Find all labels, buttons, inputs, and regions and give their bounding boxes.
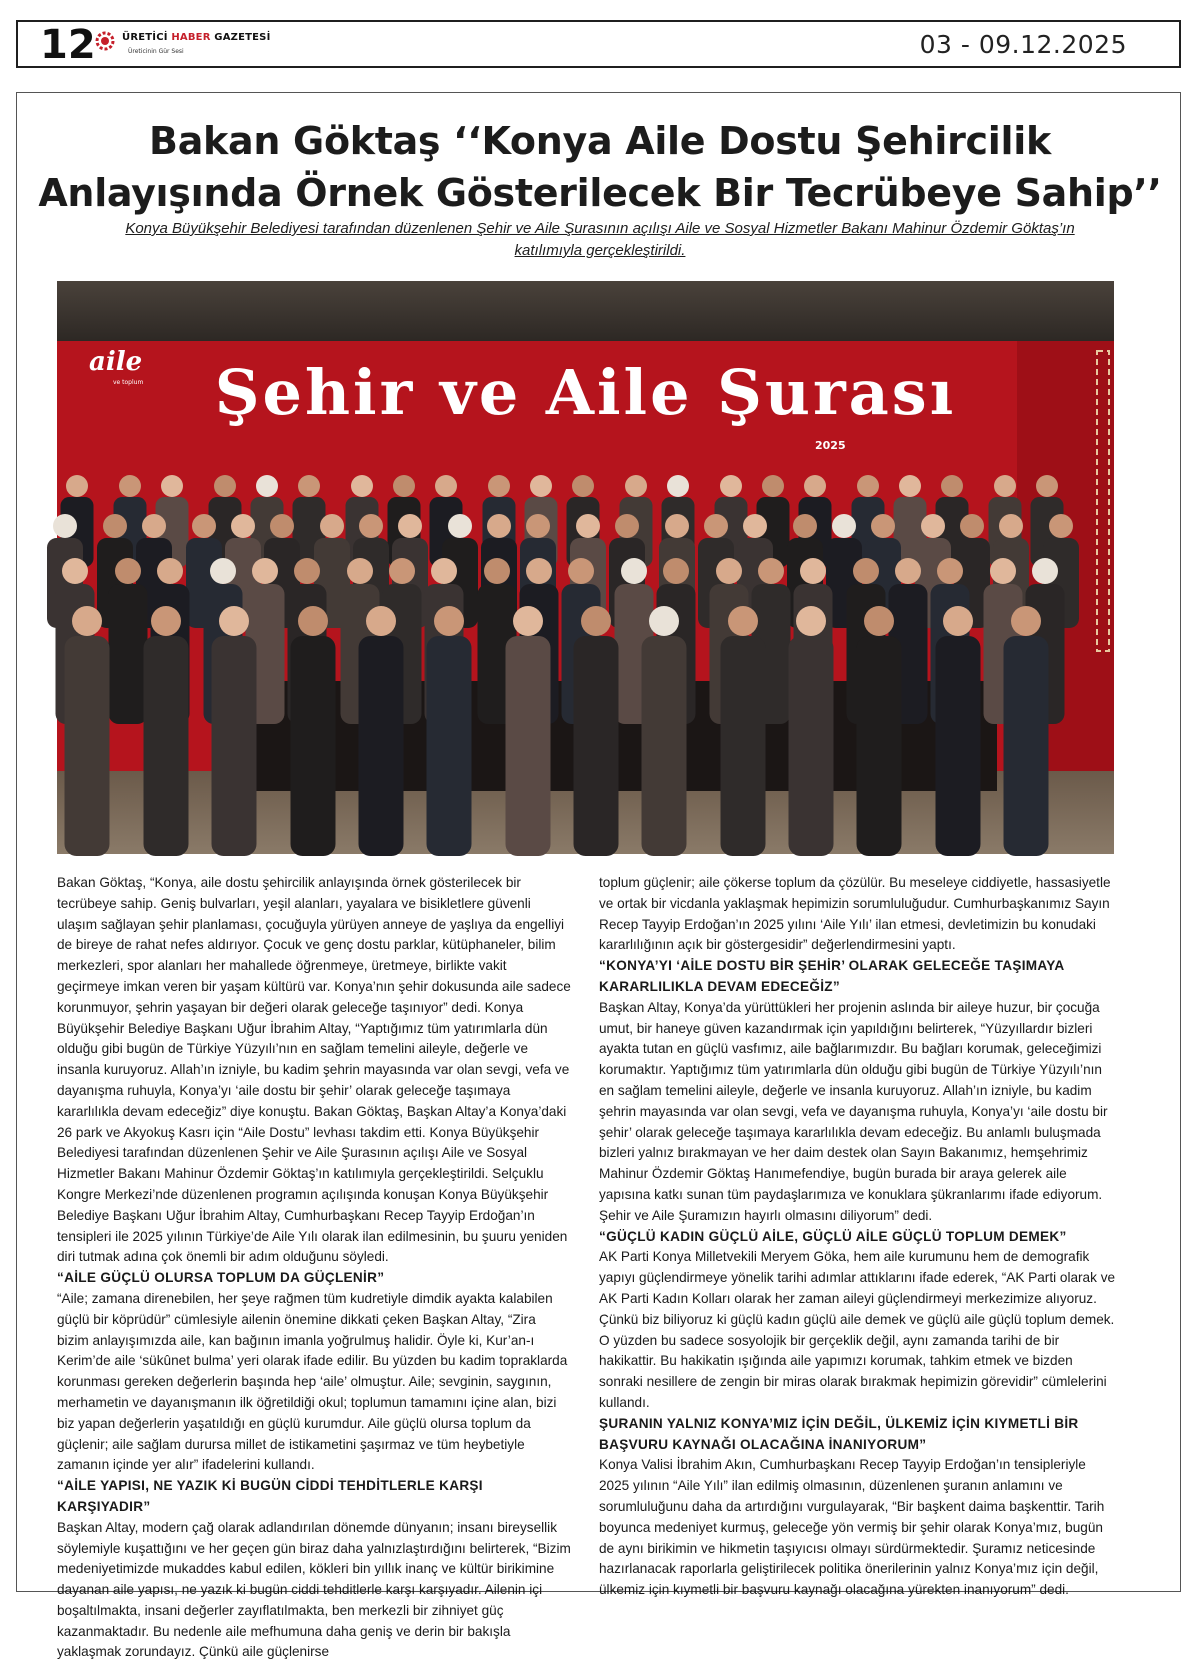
person-head (857, 475, 879, 497)
person-body (144, 636, 189, 856)
person-body (291, 636, 336, 856)
brand-name-part2: HABER (171, 32, 211, 43)
person-head (393, 475, 415, 497)
person-head (513, 606, 543, 636)
page-header (16, 20, 1181, 68)
person-body (109, 584, 148, 724)
gear-icon (94, 30, 116, 52)
person-body (721, 636, 766, 856)
person-head (990, 558, 1016, 584)
person-head (621, 558, 647, 584)
person-head (720, 475, 742, 497)
person-head (157, 558, 183, 584)
article-headline (30, 115, 1170, 219)
article-subheading: “AİLE GÜÇLÜ OLURSA TOPLUM DA GÜÇLENİR” (57, 1270, 385, 1286)
person-head (448, 514, 472, 538)
person-head (704, 514, 728, 538)
headline-line-1: Bakan Göktaş ‘‘Konya Aile Dostu Şehircilik (149, 119, 1051, 163)
person-head (398, 514, 422, 538)
article-paragraph: Başkan Altay, modern çağ olarak adlandırılan dönemde dünyanın; insanı bireysellik söylemiyle kuşattığını ve her geçen gün biraz daha yalnızlaştırdığını belirterek, “Bizim medeniyetimizde mukaddes kabul edilen, kökleri bin yıllık inanç ve kültür birikimine dayanan aile yapısı, ne yazık ki bugün ciddi tehditlerle karşı karşıyadır. Ailenin içi boşaltılmakta, insani değerler zayıflatılmakta, ben merkezli bir zihniyet güç kazanmaktadır. Bu nedenle aile mefhumuna daha geniş ve derin bir bakışla yaklaşmak zorundayız. Çünkü aile güçlenirse (57, 1519, 571, 1660)
person-body (857, 636, 902, 856)
person-head (161, 475, 183, 497)
person-body (359, 636, 404, 856)
person-head (663, 558, 689, 584)
person-head (366, 606, 396, 636)
person-head (999, 514, 1023, 538)
person-body (1004, 636, 1049, 856)
person-body (642, 636, 687, 856)
person-head (214, 475, 236, 497)
person-body (506, 636, 551, 856)
person-head (270, 514, 294, 538)
person-head (832, 514, 856, 538)
person-head (151, 606, 181, 636)
article-subheading: “AİLE YAPISI, NE YAZIK Kİ BUGÜN CİDDİ TEHDİTLERLE KARŞI KARŞIYADIR” (57, 1478, 483, 1514)
person-head (484, 558, 510, 584)
article-subheading: ŞURANIN YALNIZ KONYA’MIZ İÇİN DEĞİL, ÜLKEMİZ İÇİN KIYMETLİ BİR BAŞVURU KAYNAĞI OLACAĞINA İNANIYORUM” (599, 1415, 1079, 1452)
banner-logo: aile (89, 347, 143, 377)
person-head (347, 558, 373, 584)
person-head (572, 475, 594, 497)
person-head (793, 514, 817, 538)
person-head (853, 558, 879, 584)
person-head (1032, 558, 1058, 584)
person-head (804, 475, 826, 497)
person-body (789, 636, 834, 856)
person-head (298, 475, 320, 497)
person-head (351, 475, 373, 497)
person-head (796, 606, 826, 636)
person-head (487, 514, 511, 538)
group-photo (57, 281, 1114, 854)
person-head (298, 606, 328, 636)
person-head (921, 514, 945, 538)
person-head (895, 558, 921, 584)
article-paragraph: Konya Valisi İbrahim Akın, Cumhurbaşkanı Recep Tayyip Erdoğan’ın tensipleriyle 2025 yılının “Aile Yılı” ilan edilmiş olmasının, düzenlenen şuranın anlamını ve sorumluluğunu daha da artırdığını vurgulayarak, “Bir başkent daima başkenttir. Tarih boyunca medeniyet kurmuş, geleceğe yön vermiş bir şehir olarak Konya’mız, bugün de aynı birikimin ve hikmetin taşıyıcısı olmayı sürdürmektedir. Şuramız neticesinde hazırlanacak raporlarla geliştirilecek politika önerilerinin yalnız Konya’mız için değil, ülkemiz için kıymetli bir başvuru kaynağı olacağına yürekten inanıyorum” dedi. (599, 1457, 1105, 1598)
person-head (1036, 475, 1058, 497)
article-column-right (599, 873, 1117, 1601)
person-head (66, 475, 88, 497)
person-head (256, 475, 278, 497)
person-head (103, 514, 127, 538)
person-head (625, 475, 647, 497)
person-head (667, 475, 689, 497)
person-head (526, 514, 550, 538)
article-subheading: “KONYA’YI ‘AİLE DOSTU BİR ŞEHİR’ OLARAK GELECEĞE TAŞIMAYA KARARLILIKLA DEVAM EDECEĞİZ” (599, 958, 1065, 994)
person-head (526, 558, 552, 584)
page-number: 12 (40, 22, 96, 68)
person-head (941, 475, 963, 497)
person-head (871, 514, 895, 538)
person-head (762, 475, 784, 497)
brand-slogan: Üreticinin Gür Sesi (128, 48, 184, 55)
person-head (649, 606, 679, 636)
person-head (62, 558, 88, 584)
person-head (435, 475, 457, 497)
person-head (434, 606, 464, 636)
person-head (389, 558, 415, 584)
person-head (231, 514, 255, 538)
person-head (800, 558, 826, 584)
person-head (252, 558, 278, 584)
person-head (294, 558, 320, 584)
person-head (568, 558, 594, 584)
headline-line-2: Anlayışında Örnek Gösterilecek Bir Tecrübeye Sahip’’ (38, 171, 1162, 215)
person-head (119, 475, 141, 497)
person-head (115, 558, 141, 584)
person-head (665, 514, 689, 538)
crowd-illustration (57, 281, 1114, 854)
person-head (359, 514, 383, 538)
newspaper-brand (122, 32, 271, 43)
person-head (431, 558, 457, 584)
person-body (212, 636, 257, 856)
person-head (210, 558, 236, 584)
person-head (615, 514, 639, 538)
person-head (530, 475, 552, 497)
person-head (320, 514, 344, 538)
article-paragraph: “Aile; zamana direnebilen, her şeye rağmen tüm kudretiyle dimdik ayakta kalabilen güçlü bir köprüdür” cümlesiyle ailenin önemine dikkati çeken Başkan Altay, “Zira bizim anlayışımızda aile, kan bağının imanla yoğrulmuş halidir. Öyle ki, Kur’an-ı Kerim’de aile ‘sükûnet bulma’ yeri olarak ifade edilir. Bu yüzden bu kadim topraklarda korunması gereken değerlerin başında hep ‘aile’ olmuştur. Aile; sevginin, saygının, merhametin ve dayanışmanın ilk öğretildiği okul; toplumun tamamını içine alan, bizi biz yapan değerlerin yaşatıldığı en güçlü kurumdur. Aile güçlü olursa toplum da güçlenir; aile sağlam durursa millet de istikametini şaşırmaz ve tüm heybetiyle zamanın içinde yer alır” ifadelerini kullandı. (57, 1290, 568, 1473)
article-subheading: “GÜÇLÜ KADIN GÜÇLÜ AİLE, GÜÇLÜ AİLE GÜÇLÜ TOPLUM DEMEK” (599, 1228, 1067, 1244)
person-body (427, 636, 472, 856)
person-body (936, 636, 981, 856)
article-column-left (57, 873, 571, 1663)
article-paragraph: Bakan Göktaş, “Konya, aile dostu şehircilik anlayışında örnek gösterilecek bir tecrübeye sahip. Geniş bulvarları, yeşil alanları, yayalara ve bisikletlere güvenli ulaşım sağlayan şehir planlaması, çocuğuyla yürüyen anneye de yaşlıya da engelliyi de bireye de rahat nefes aldırıyor. Çocuk ve genç dostu parklar, kütüphaneler, bilim merkezleri, spor alanları her mahallede öğrenmeye, üretmeye, birlikte vakit geçirmeye imkan veren bir yaşam kültürü var. Konya’nın şehir dokusunda aile sadece korunmuyor, şehrin yaşayan bir değeri olarak geleceğe taşınıyor” dedi. Konya Büyükşehir Belediye Başkanı Uğur İbrahim Altay, “Yaptığımız tüm yatırımlarla dün olduğu gibi bugün de Türkiye Yüzyılı’nın en sağlam temelini aileyle, değerle ve insanla kuruyoruz. Allah’ın izniyle, bu kadim şehrin mayasında var olan sevgi, vefa ve dayanışma ruhuyla, Konya’yı ‘aile dostu bir şehir’ olarak geleceğe taşımaya kararlılıkla devam edeceğiz” diye konuştu. Bakan Göktaş, Başkan Altay’a Konya’daki 26 park ve Akyokuş Kasrı için “Aile Dostu” levhası takdim etti. Konya Büyükşehir Belediyesi tarafından düzenlenen Şehir ve Aile Şurasının açılışı Aile ve Sosyal Hizmetler Bakanı Mahinur Özdemir Göktaş’ın katılımıyla gerçekleştirildi. Selçuklu Kongre Merkezi’nde düzenlenen programın açılışında konuşan Konya Büyükşehir Belediye Başkanı Uğur İbrahim Altay, Cumhurbaşkanı Recep Tayyip Erdoğan’ın tensipleri ile 2025 yılının Türkiye’de Aile Yılı olarak ilan edilmesinin, bu şuuru yeniden diri tutmak adına çok önemli bir adım olduğunu söyledi. (57, 875, 571, 1265)
person-head (960, 514, 984, 538)
article-paragraph: toplum güçlenir; aile çökerse toplum da çözülür. Bu meseleye ciddiyetle, hassasiyetle ve ortak bir vicdanla yaklaşmak hepimizin sorumluluğudur. Cumhurbaşkanımız Sayın Recep Tayyip Erdoğan’ın 2025 yılını ‘Aile Yılı’ ilan etmesi, devletimizin bu konudaki kararlılığının açık bir göstergesidir” değerlendirmesini yaptı. (599, 875, 1111, 953)
article-spot: Konya Büyükşehir Belediyesi tarafından düzenlenen Şehir ve Aile Şurasının açılışı Aile ve Sosyal Hizmetler Bakanı Mahinur Özdemir Göktaş’ın katılımıyla gerçekleştirildi. (125, 220, 1075, 259)
person-head (72, 606, 102, 636)
person-head (142, 514, 166, 538)
banner-title: Şehir ve Aile Şurası (214, 356, 957, 429)
article-paragraph: AK Parti Konya Milletvekili Meryem Göka, hem aile kurumunu hem de demografik yapıyı güçlendirmeye yönelik tarihi adımlar attıklarını ifade ederek, “AK Parti olarak ve AK Parti Kadın Kolları olarak her zaman aileyi güçlendirmeyi merkezimize alıyoruz. Çünkü biz biliyoruz ki güçlü kadın güçlü aile demek ve güçlü aile güçlü toplum demek. O yüzden bu sadece sosyolojik bir gerçeklik değil, aynı zamanda tarihi de bir hakikattir. Bu hakikatin ışığında aile yapımızı korumak, tahkim etmek ve bizden sonraki nesillere de zengin bir miras olarak bırakmak hepimizin görevidir” cümlelerini kullandı. (599, 1249, 1116, 1410)
person-head (1049, 514, 1073, 538)
banner-year: 2025 (815, 439, 846, 452)
person-head (943, 606, 973, 636)
person-head (192, 514, 216, 538)
person-head (53, 514, 77, 538)
person-head (743, 514, 767, 538)
person-head (716, 558, 742, 584)
person-body (65, 636, 110, 856)
person-head (581, 606, 611, 636)
person-body (574, 636, 619, 856)
brand-name-part3: GAZETESİ (210, 32, 271, 43)
person-head (576, 514, 600, 538)
issue-date: 03 - 09.12.2025 (919, 30, 1127, 59)
person-head (1011, 606, 1041, 636)
article-paragraph: Başkan Altay, Konya’da yürüttükleri her projenin aslında bir aileye huzur, bir çocuğa umut, bir haneye güven kazandırmak için yapıldığını belirterek, “Yüzyıllardır bizleri ayakta tutan en güçlü vasfımız, aile bağlarımızdır. Bu bağları korumak, geleceğimizi korumaktır. Yaptığımız tüm yatırımlarla dün olduğu gibi bugün de Türkiye Yüzyılı’nın en sağlam temelini aileyle, değerle ve insanla kuruyoruz. Allah’ın izniyle, bu kadim şehrin mayasında var olan sevgi, vefa ve dayanışma ruhuyla, Konya’yı ‘aile dostu bir şehir’ olarak geleceğe taşımaya kararlılıkla devam edeceğiz. Bu anlamlı buluşmada bizleri yalnız bırakmayan ve her daim destek olan Sayın Bakanımız, hemşehrimiz Mahinur Özdemir Göktaş Hanımefendiye, bugün burada bir araya gelerek aile yapısına katkı sunan tüm paydaşlarımıza ve konuklara şükranlarımı ifade ediyorum. Şehir ve Aile Şuramızın hayırlı olmasını diliyorum” dedi. (599, 999, 1108, 1223)
person-head (864, 606, 894, 636)
brand-name-part1: ÜRETİCİ (122, 32, 172, 43)
person-head (899, 475, 921, 497)
person-head (728, 606, 758, 636)
banner-logo-subtitle: ve toplum (113, 379, 144, 386)
person-head (488, 475, 510, 497)
person-head (994, 475, 1016, 497)
person-head (219, 606, 249, 636)
person-head (937, 558, 963, 584)
person-head (758, 558, 784, 584)
